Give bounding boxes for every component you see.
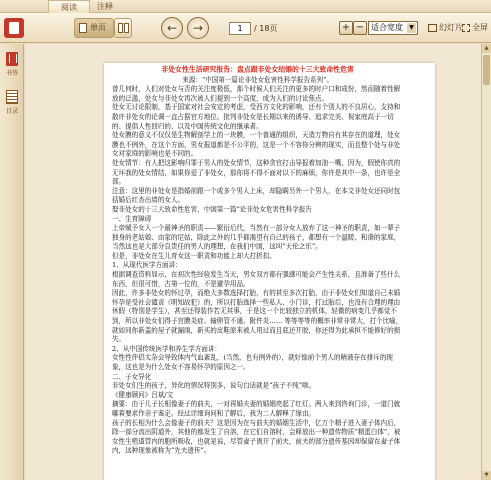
double-page-icon-right	[124, 23, 129, 33]
tab-annotation[interactable]: 注释	[97, 2, 113, 11]
section-heading: 一、生育障碍	[112, 214, 152, 223]
paragraph: 处女无讨论限制，基于国家对社会安定的考虑，受西方文化的影响，还有个别人的不良居心，支持和散许非处女的论调一直占据官方地位。批判非处女是长期以来的诱导、追求完美、视家庭高于一切的、提倡人性回归的、以及中国传统文化的继承者。	[112, 103, 401, 130]
fullscreen-label: 全屏	[472, 23, 488, 32]
zoom-select[interactable]	[368, 21, 418, 35]
single-page-icon	[79, 23, 87, 33]
prev-page-button[interactable]	[161, 17, 183, 39]
tab-read[interactable]: 阅读	[48, 0, 90, 13]
paragraph: 上帝赋予女人一个最神圣的职责——繁衍后代，当然有一部分女人放弃了这一神圣的职责，如一辈子独身的老姑娘、由家的尼姑，除此之外的几乎都渴望有自己的孩子，都想有一个温暖、和谐的家庭，当然这也是大部分良贵任的男人的理想，在我们中国，这叫“天伦之乐”。	[112, 223, 401, 251]
arrow-left-icon: ←	[166, 21, 178, 35]
paragraph: 注意：这里的非处女是指婚前跟一个或多个男人上床，却隐瞒另外一个男人，在本文非处女还同时包括婚后红杏出墙的女人。	[112, 186, 401, 204]
sidebar-item-bookmark[interactable]	[0, 48, 24, 84]
chevron-down-icon: ▼	[407, 23, 416, 33]
document-viewport[interactable]	[25, 44, 481, 480]
paragraph: 非处女们生的孩子，异化的情况特别多，说句白话就是“孩子不纯”啦。	[112, 381, 316, 390]
sidebar-item-label: 目录	[5, 108, 18, 115]
vertical-scrollbar[interactable]	[481, 44, 491, 480]
arrow-right-icon: →	[192, 21, 204, 35]
next-page-button[interactable]	[187, 17, 209, 39]
tab-bar	[0, 0, 491, 13]
document-title: 非处女性生活研究报告：盘点跟非处女结婚的十三大致命性危害	[161, 66, 354, 74]
document-source: 来源：“中国第一篇论非处女危害性科学报告系列”。	[182, 75, 333, 84]
paragraph: 曾几何时，人们对处女与否的关注度极低，那个时候人们关注的更多的时户口和成份，然而随着性解放的泛滥，处女与非处女再次被人们提到一个高度，成为人们的讨论焦点。	[112, 84, 401, 102]
single-page-label: 单页	[90, 23, 106, 32]
table-of-contents-icon	[6, 90, 18, 104]
page-number-input[interactable]: 1	[229, 22, 251, 35]
zoom-out-button[interactable]	[353, 21, 367, 35]
sidebar-item-toc[interactable]	[0, 86, 24, 122]
paragraph: 女性性伴侣太杂会导致体内气血紊乱，(当然，也有例外的），就好像前个男人的精液存在排斥的现象，这也是为什么处女不容易怀孕的原因之一。	[112, 353, 393, 371]
slideshow-icon	[428, 24, 437, 32]
fullscreen-button[interactable]	[462, 22, 488, 33]
double-page-button[interactable]	[114, 18, 132, 38]
document-page	[104, 63, 435, 480]
document-content	[112, 66, 403, 456]
paragraph: 《健康顾问》吕斌/文	[112, 390, 174, 399]
section-heading: 2、从中国传统医学和养生学方面讲：	[112, 344, 221, 353]
paragraph: 因此，许多非处女的怀过孕，而绝大多数选择打胎，有的甚至多次打胎，由于非处女们知道自己未婚怀孕是受社会谴责（明知故犯）的，所以打胎选择一些私人、小门诊，打过胎后，也没有合理的理由休假（特别是学生），甚至还得装作若无其事，于是这一个比较独立的机体，轻微的病变几乎都觉不到，所以非处女们得子宫膜炎症、输卵管不通、附件炎…… 等等等等的概率非常非常大，打个比喻，就如同你新盖的屋子就漏雨，新买的皮鞋原来被人用过而且底还开胶，你还得为此承担不能修好的损失。	[112, 288, 403, 343]
zoom-select-value: 适合宽度	[371, 23, 403, 32]
slideshow-button[interactable]	[428, 22, 463, 33]
single-page-button[interactable]	[74, 18, 114, 38]
bookmark-icon	[6, 52, 18, 66]
double-page-icon	[118, 23, 123, 33]
page-total-label: / 18页	[254, 24, 278, 33]
paragraph: 处女情节：有人把这影响归罪于男人的处女情节，这种贪官打击导报着加油一嘴，因为，假使你真的无坏我的处女情结，如果你爱了非处女，那你将不得不面对以下的麻烦，你许是其中一条，也许是全部。	[112, 158, 401, 186]
plus-icon: +	[341, 22, 351, 33]
section-heading: 二、子女异化	[112, 372, 152, 381]
zoom-in-button[interactable]	[339, 21, 353, 35]
section-heading: 1、从现代医学方面讲：	[112, 260, 182, 269]
fullscreen-icon	[462, 24, 470, 32]
app-logo-icon	[4, 18, 24, 38]
toolbar	[0, 13, 491, 43]
minus-icon: −	[355, 22, 365, 33]
paragraph: 根据调查资料显示，在初次性经验发生当天，男女双方都有强感可能会产生性关系，且准备了些什么东西，但很可惜，古第一位的，不是避孕用品。	[112, 270, 401, 288]
paragraph: 但是，非处女在生儿育女这一职责和功能上却大打折扣。	[112, 251, 276, 260]
paragraph: 处女膜的意义不仅仅是生物解剖学上的一块膜，一个普通的组织，天造万物自有其存在的道理，处女膜也不例外，在这个方面，男女报道都是不公平的，这是一个不容你分辨的现实，而且整个处与非处女对家庭的影响也是不同的。	[112, 130, 401, 158]
paragraph: 孩子的长相为什么会像妻子的前夫？这是因为在与前夫的婚姻生活中，亿万个精子进入妻子体内后，除一部分流出阴道外，其他的都发生了自溶，在它们自溶时，会释放出一种遗传物质“精蛋白体”，被女性生殖道管内的胞所吸收，也就是说，尽管妻子离开了前夫，前夫的部分遗传基因却保留在妻子体内，这种现象被称为“先夫遗传”。	[112, 418, 401, 455]
slideshow-label: 幻灯片	[439, 23, 463, 32]
scroll-up-icon[interactable]: ▲	[482, 44, 491, 53]
scroll-down-icon[interactable]: ▼	[482, 471, 491, 480]
scroll-thumb[interactable]	[483, 55, 490, 85]
sidebar	[0, 44, 24, 480]
paragraph: 摘要：由于儿子长相像妻子的前夫，一对再婚夫妻的婚姻亮起了红灯。两人来到咨询门诊，一道门就嘟着要求作亲子鉴定。经过详细询问和了解后，我为二人解释了缘由。	[112, 399, 401, 418]
sidebar-item-label: 书签	[5, 70, 18, 77]
paragraph: 娶非处女的十三大致命性危害，中国第一篇“论非处女危害性科学报告	[112, 205, 312, 214]
